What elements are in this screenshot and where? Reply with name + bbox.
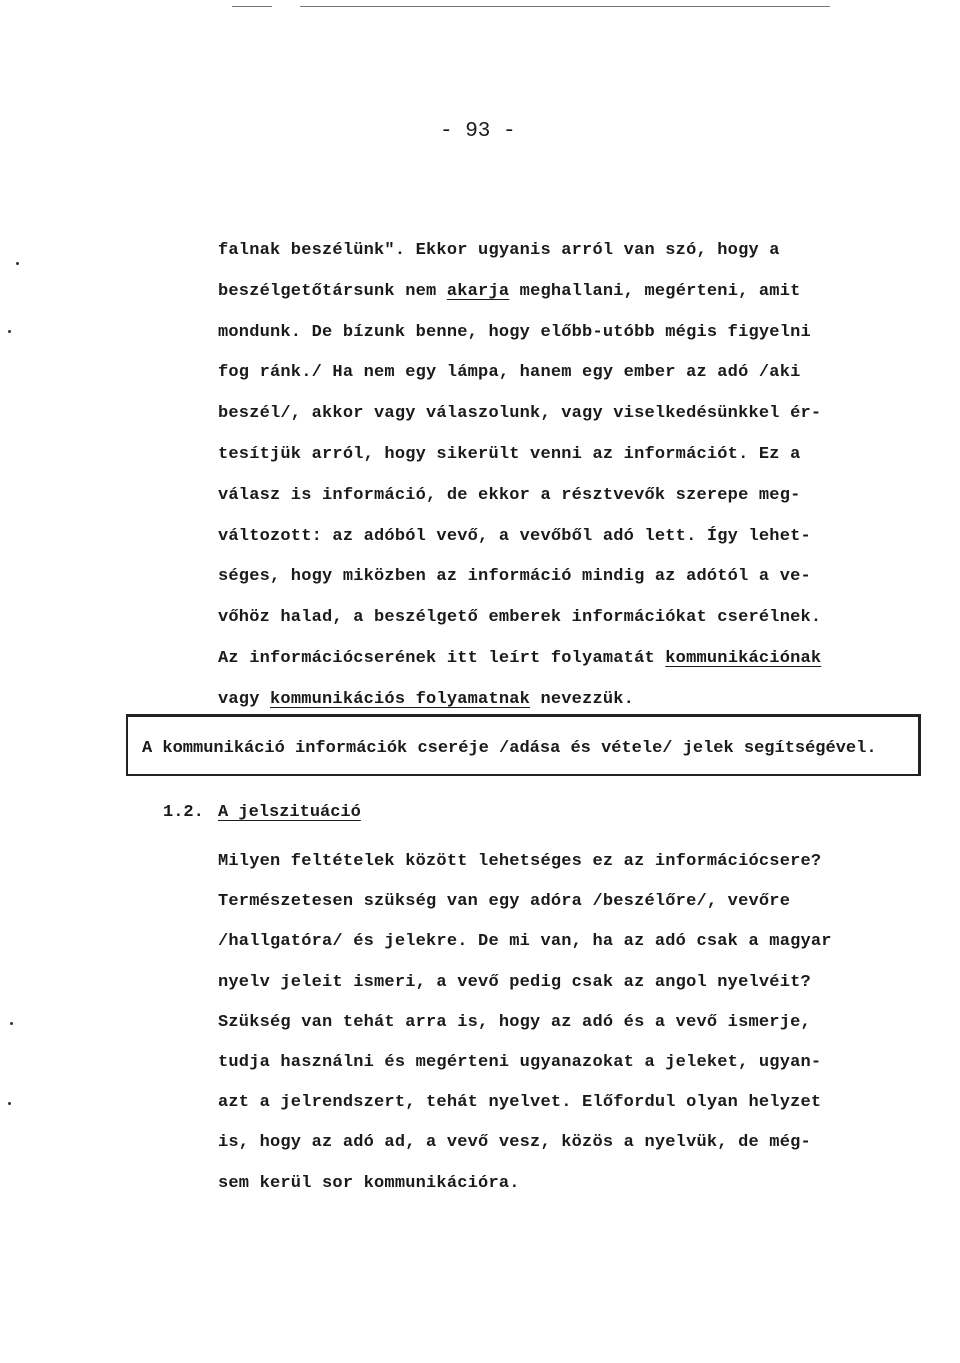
text-line: tesítjük arról, hogy sikerült venni az információt. Ez a [218, 445, 801, 464]
text-line: tudja használni és megérteni ugyanazokat a jeleket, ugyan- [218, 1053, 822, 1072]
text-segment: beszélgetőtársunk nem [218, 281, 447, 301]
top-rule [300, 6, 830, 7]
text-line [218, 690, 634, 709]
text-line: fog ránk./ Ha nem egy lámpa, hanem egy ember az adó /aki [218, 363, 801, 383]
text-segment: nevezzük. [530, 689, 635, 709]
section-title: A jelszituáció [218, 803, 361, 822]
scan-speck [8, 330, 11, 333]
text-segment: vagy [218, 689, 271, 709]
top-rule-short [232, 6, 272, 7]
underlined-term: kommunikációnak [665, 649, 822, 668]
underlined-term: kommunikációs folyamatnak [270, 689, 531, 709]
text-line [218, 649, 821, 668]
text-line: /hallgatóra/ és jelekre. De mi van, ha az adó csak a magyar [218, 932, 832, 952]
text-segment: Az információcserének itt leírt folyamatát [218, 649, 666, 668]
definition-text: A kommunikáció információk cseréje /adása és vétele/ jelek segítségével. [142, 739, 877, 758]
text-line: nyelv jeleit ismeri, a vevő pedig csak az angol nyelvéit? [218, 972, 811, 992]
text-line: sem kerül sor kommunikációra. [218, 1173, 520, 1193]
text-line: változott: az adóból vevő, a vevőből adó lett. Így lehet- [218, 526, 811, 546]
text-line: vőhöz halad, a beszélgető emberek információkat cserélnek. [218, 608, 822, 628]
text-line: válasz is információ, de ekkor a résztvevők szerepe meg- [218, 485, 801, 505]
text-line: beszél/, akkor vagy válaszolunk, vagy viselkedésünkkel ér- [218, 404, 822, 424]
scan-speck [16, 262, 19, 265]
text-line: falnak beszélünk". Ekkor ugyanis arról van szó, hogy a [218, 241, 780, 260]
scan-speck [10, 1022, 13, 1025]
text-segment: meghallani, megérteni, amit [509, 281, 801, 301]
text-line: Milyen feltételek között lehetséges ez az információcsere? [218, 852, 822, 871]
text-line: azt a jelrendszert, tehát nyelvet. Előfordul olyan helyzet [218, 1093, 822, 1113]
text-line: Szükség van tehát arra is, hogy az adó és a vevő ismerje, [218, 1012, 811, 1032]
text-line: séges, hogy miközben az információ mindig az adótól a ve- [218, 567, 811, 587]
text-line [218, 282, 801, 301]
section-number: 1.2. [163, 803, 204, 822]
text-line: Természetesen szükség van egy adóra /beszélőre/, vevőre [218, 892, 791, 912]
text-line: is, hogy az adó ad, a vevő vesz, közös a nyelvük, de még- [218, 1133, 811, 1153]
page-number: - 93 - [440, 120, 516, 143]
underlined-term: akarja [446, 281, 510, 301]
scan-speck [8, 1102, 11, 1105]
text-line: mondunk. De bízunk benne, hogy előbb-utóbb mégis figyelni [218, 322, 811, 342]
